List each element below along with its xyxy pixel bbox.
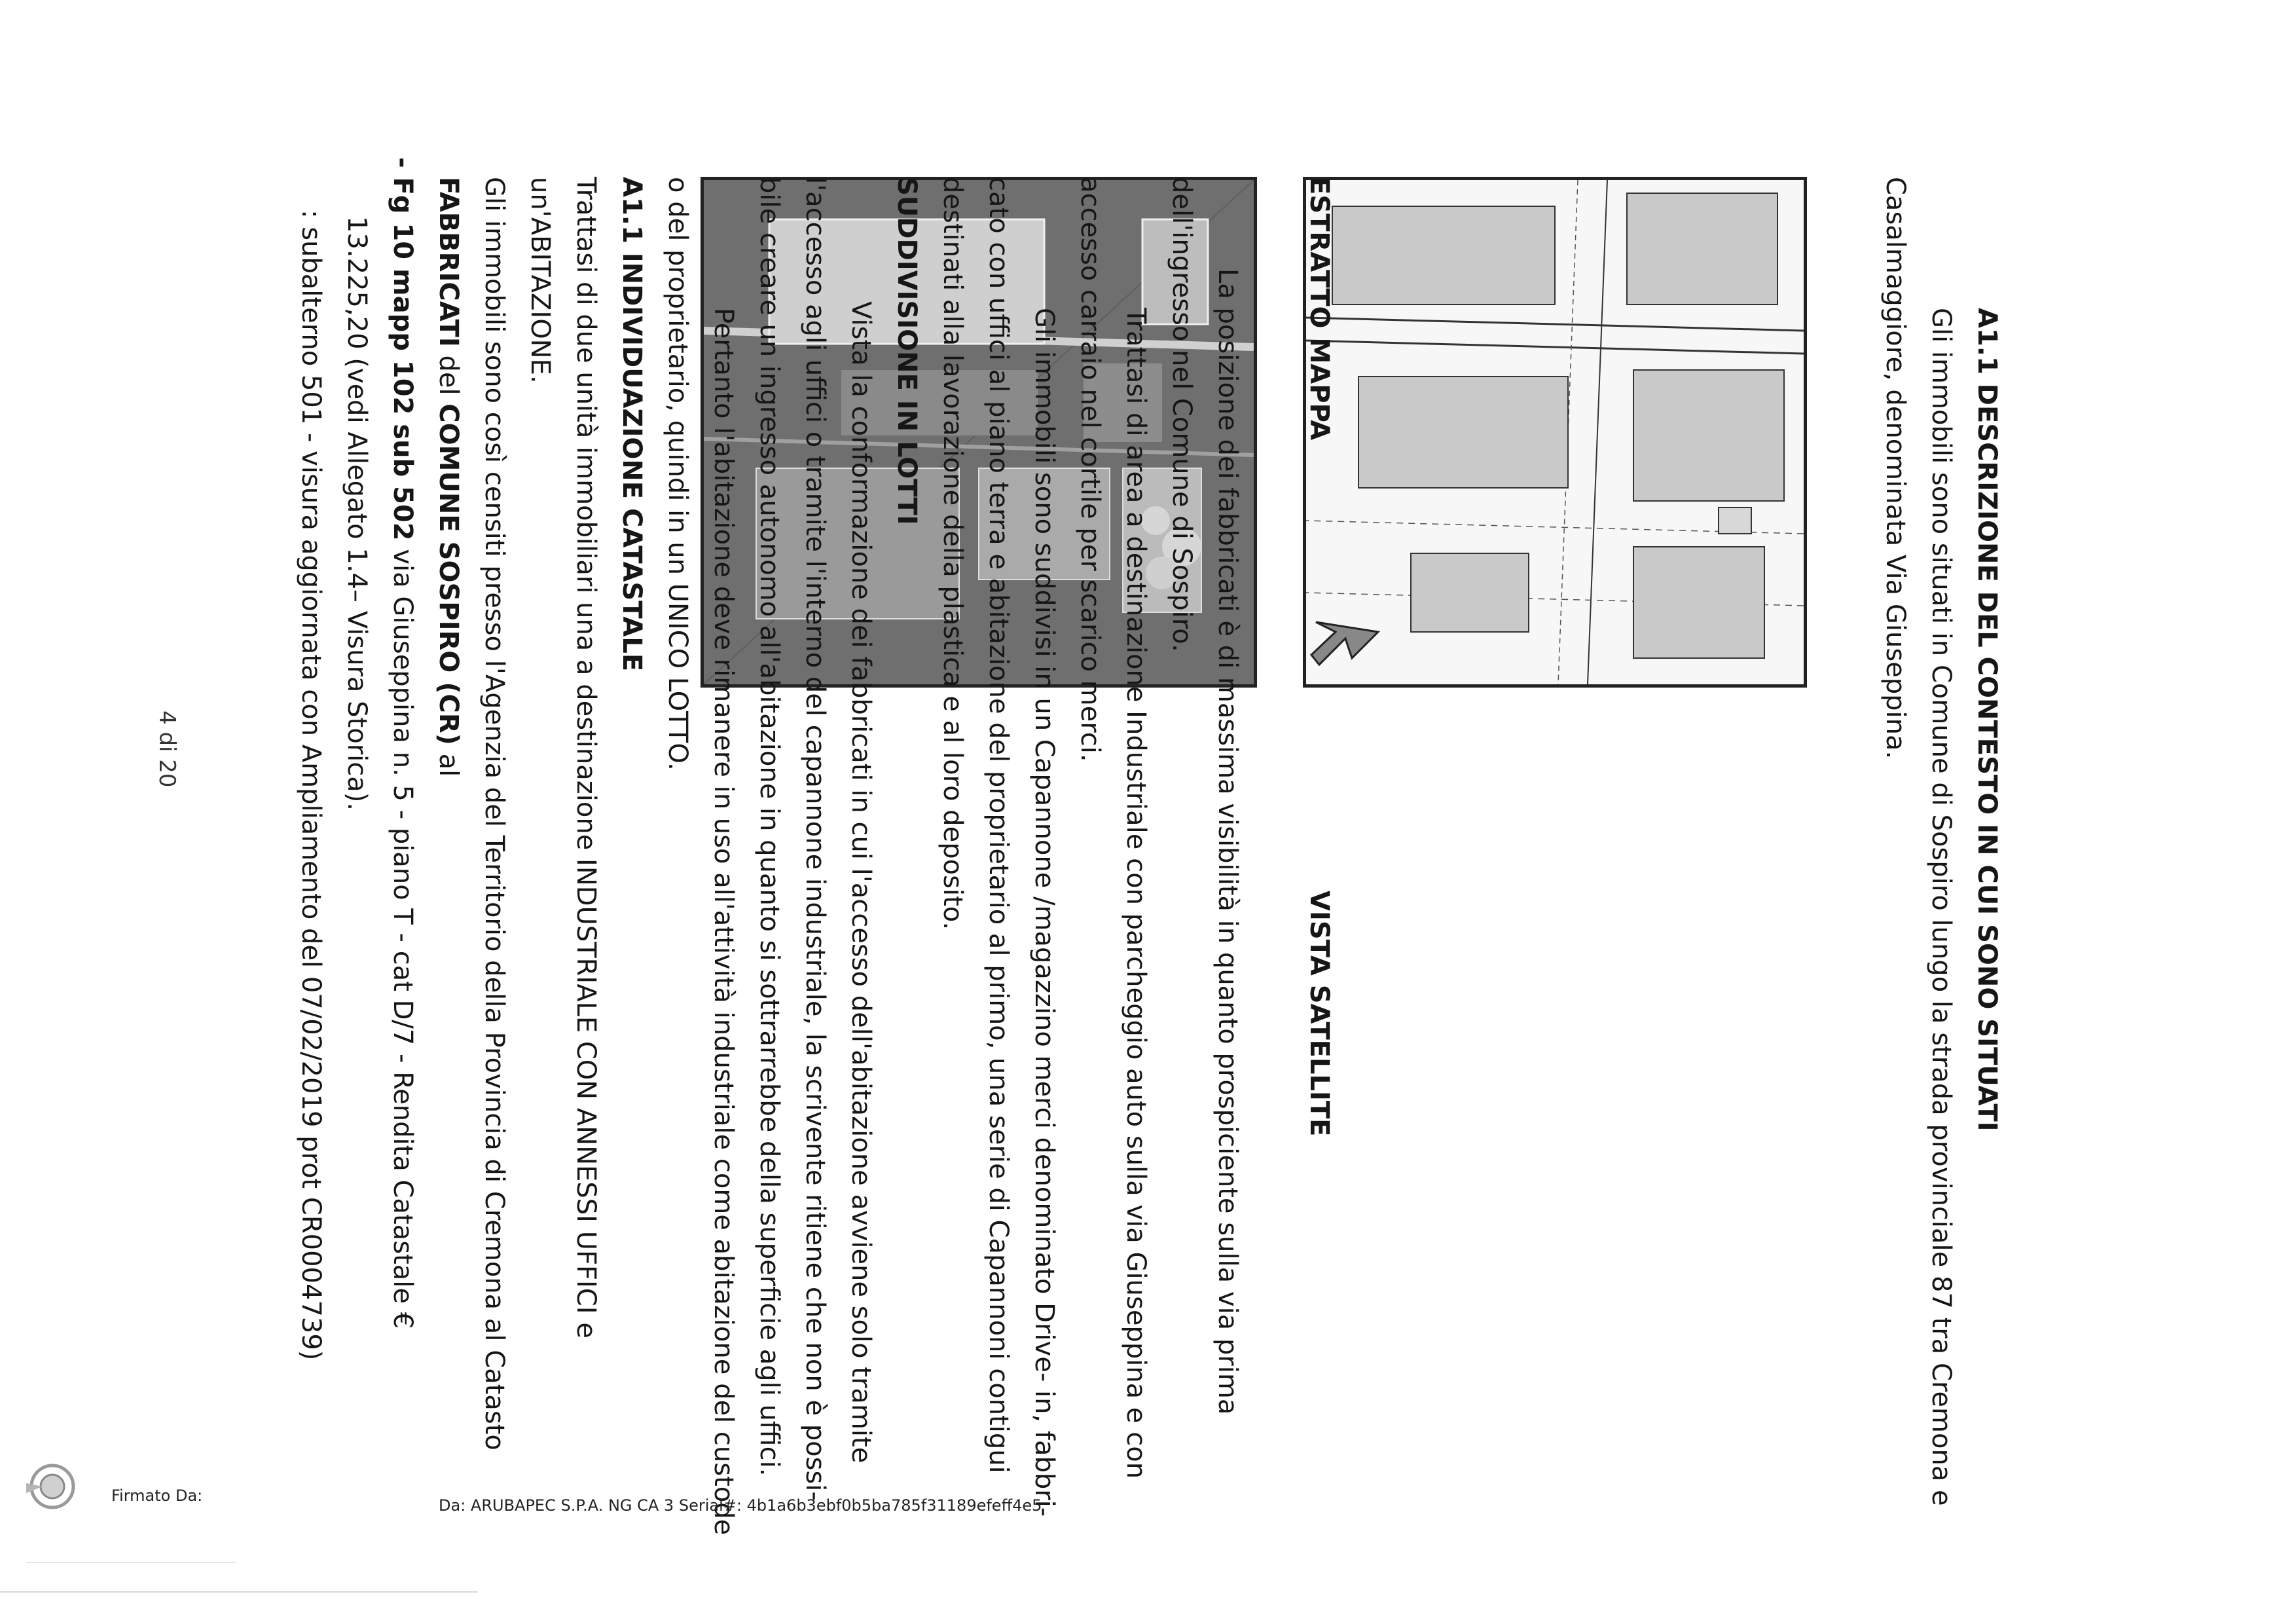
para3-line3: destinati alla lavorazione della plastica e al loro deposito. xyxy=(938,177,968,931)
seal-icon xyxy=(20,1454,85,1519)
item-cadastral-ref: Fg 10 mapp 102 sub 502 xyxy=(388,177,418,541)
intro-line-1: Gli immobili sono situati in Comune di Sospiro lungo la strada provinciale 87 tra Cremona e xyxy=(1926,308,1956,1506)
cadastral-item-line1 xyxy=(380,157,426,1329)
cadastral-heading: A1.1 INDIVIDUAZIONE CATASTALE xyxy=(617,177,647,672)
para4-line1: Vista la conformazione dei fabbricati in cui l'accesso dell'abitazione avviene solo tramite xyxy=(846,301,876,1464)
para5-line1: Pertanto l'abitazione deve rimanere in uso all'attività industriale come abitazione del custode xyxy=(708,308,738,1536)
footer-rule-short xyxy=(26,1562,236,1563)
footer-rule xyxy=(0,1591,478,1593)
fabbricati-label: FABBRICATI xyxy=(433,177,464,347)
para1-line1: La posizione dei fabbricati è di massima visibilità in quanto prospiciente sulla via prima xyxy=(1212,268,1243,1415)
map-extract-figure xyxy=(1303,177,1807,688)
para7-connector: del xyxy=(433,346,464,404)
para4-line3: bile creare un ingresso autonomo all'abitazione in quanto si sottrarrebbe della superficie agli uffici. xyxy=(754,177,784,1477)
para3-line1: Gli immobili sono suddivisi in un Capannone /magazzino merci denominato Drive- in, fabbri- xyxy=(1029,308,1059,1517)
para1-line2: dell'ingresso nel Comune di Sospiro. xyxy=(1167,177,1197,652)
signed-label: Firmato Da: xyxy=(111,1486,203,1505)
para5-line2: o del proprietario, quindi in un UNICO LOTTO. xyxy=(663,177,693,771)
cadastral-item-line3: : subalterno 501 - visura aggiornata con Ampliamento del 07/02/2019 prot CR0004739) xyxy=(296,210,326,1361)
page-number: 4 di 20 xyxy=(154,710,180,788)
para7-line2 xyxy=(426,177,471,777)
para6-line1: Trattasi di due unità immobiliari una a destinazione INDUSTRIALE CON ANNESSI UFFICI e xyxy=(571,177,601,1338)
para7-end: al xyxy=(433,745,464,777)
signature-text: Da: ARUBAPEC S.P.A. NG CA 3 Serial#: 4b1a6b3ebf0b5ba785f31189efeff4e5 xyxy=(439,1496,1042,1515)
para2-line2: accesso carraio nel cortile per scarico merci. xyxy=(1075,177,1105,762)
map-caption: ESTRATTO MAPPA xyxy=(1304,177,1334,441)
para2-line1: Trattasi di area a destinazione Industriale con parcheggio auto sulla via Giuseppina e con xyxy=(1121,308,1151,1479)
satellite-caption: VISTA SATELLITE xyxy=(1304,891,1334,1137)
item-details: via Giuseppina n. 5 - piano T - cat D/7 - Rendita Catastale € xyxy=(388,540,418,1329)
intro-line-2: Casalmaggiore, denominata Via Giuseppina. xyxy=(1880,177,1910,760)
para4-line2: l'accesso agli uffici o tramite l'interno del capannone industriale, la scrivente ritiene che non è possi- xyxy=(800,177,830,1501)
para3-line2: cato con uffici al piano terra e abitazione del proprietario al primo, una serie di Capannoni contigui xyxy=(983,177,1013,1473)
cadastral-item-line2: 13.225,20 (vedi Allegato 1.4– Visura Storica). xyxy=(342,216,372,811)
cadastral-map xyxy=(1306,180,1804,684)
item-prefix: - xyxy=(388,157,418,177)
para6-line2: un'ABITAZIONE. xyxy=(525,177,555,384)
subdivision-heading: SUDDIVISIONE IN LOTTI xyxy=(892,177,922,525)
section-title: A1.1 DESCRIZIONE DEL CONTESTO IN CUI SONO SITUATI xyxy=(1972,308,2002,1132)
comune-label: COMUNE SOSPIRO (CR) xyxy=(433,403,464,745)
para7-line1: Gli immobili sono così censiti presso l'Agenzia del Territorio della Provincia di Cremona al Catasto xyxy=(479,177,509,1450)
